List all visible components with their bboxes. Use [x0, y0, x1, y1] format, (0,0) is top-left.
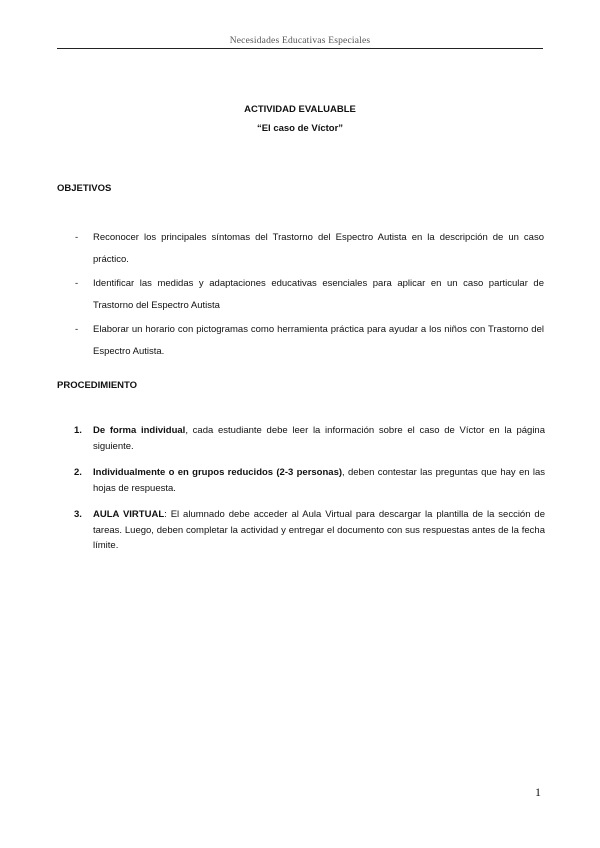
bullet-dash: -	[75, 278, 79, 289]
title-line-2: “El caso de Víctor”	[256, 123, 344, 134]
step-lead: Individualmente o en grupos reducidos (2-3 personas)	[93, 467, 343, 478]
procedure-step	[57, 465, 545, 496]
step-text: , deben contestar las preguntas que hay en las hojas de respuesta.	[93, 467, 546, 494]
page-number: 1	[535, 785, 541, 799]
bullet-dash: -	[75, 232, 79, 243]
procedure-step	[57, 507, 545, 554]
step-number: 1.	[74, 425, 82, 436]
step-lead: AULA VIRTUAL	[93, 509, 165, 520]
objective-item	[57, 227, 544, 271]
step-text: , cada estudiante debe leer la información sobre el caso de Víctor en la página siguiente.	[93, 425, 545, 452]
objective-text: Elaborar un horario con pictogramas como herramienta práctica para ayudar a los niños con Trastorno del Espectro Autista.	[93, 324, 544, 357]
objectives-heading: OBJETIVOS	[57, 183, 112, 194]
step-lead: De forma individual	[93, 425, 186, 436]
running-header: Necesidades Educativas Especiales	[229, 36, 371, 46]
objective-item	[57, 319, 544, 363]
title-line-1: ACTIVIDAD EVALUABLE	[244, 104, 356, 115]
objectives-list	[57, 227, 544, 365]
procedure-heading: PROCEDIMIENTO	[57, 380, 138, 391]
step-number: 3.	[74, 509, 82, 520]
step-number: 2.	[74, 467, 82, 478]
procedure-step	[57, 423, 545, 454]
objective-item	[57, 273, 544, 317]
procedure-list	[57, 423, 545, 565]
document-title	[0, 100, 600, 138]
objective-text: Reconocer los principales síntomas del Trastorno del Espectro Autista en la descripción de un caso práctico.	[93, 232, 544, 265]
bullet-dash: -	[75, 324, 79, 335]
step-text: : El alumnado debe acceder al Aula Virtual para descargar la plantilla de la sección de tareas. Luego, deben completar la actividad y entregar el documento con sus respuestas antes de la fecha límite.	[93, 509, 545, 551]
objective-text: Identificar las medidas y adaptaciones educativas esenciales para aplicar en un caso particular de Trastorno del Espectro Autista	[93, 278, 544, 311]
header-rule	[57, 48, 543, 49]
